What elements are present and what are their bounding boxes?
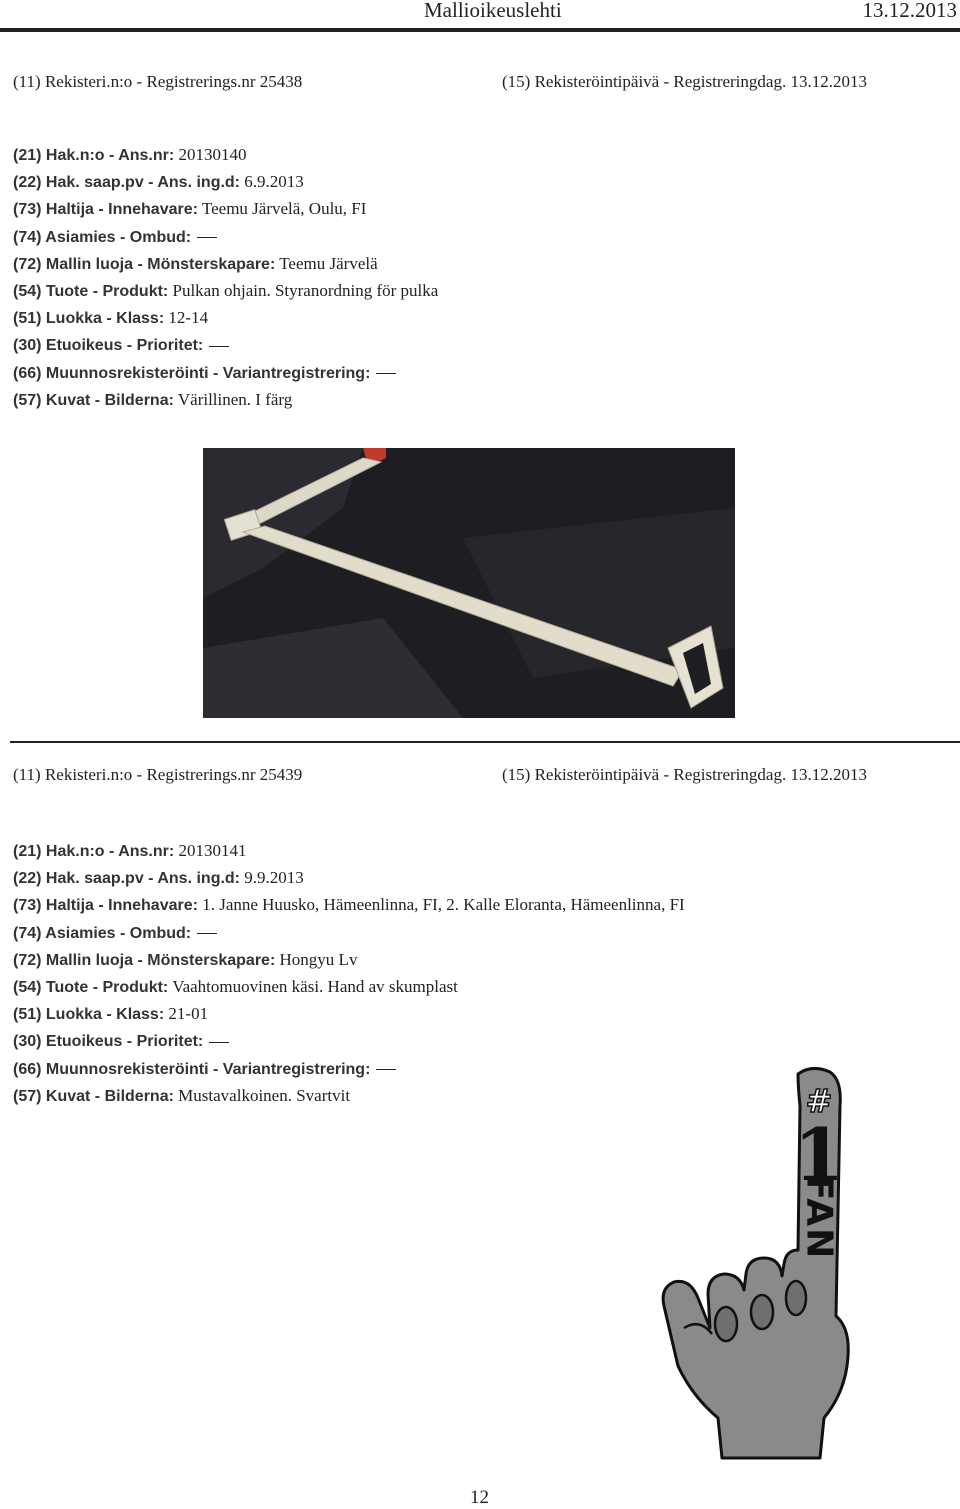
record-separator — [10, 741, 960, 743]
registration-number: (11) Rekisteri.n:o - Registrerings.nr 25439 — [13, 765, 303, 784]
field-filing-date: (22) Hak. saap.pv - Ans. ing.d: 9.9.2013 — [13, 868, 304, 888]
issue-date: 13.12.2013 — [862, 0, 957, 22]
field-holder: (73) Haltija - Innehavare: 1. Janne Huusko, Hämeenlinna, FI, 2. Kalle Eloranta, Hämeenlinna, FI — [13, 895, 685, 915]
field-images: (57) Kuvat - Bilderna: Värillinen. I färg — [13, 389, 293, 409]
field-priority: (30) Etuoikeus - Prioritet: — [13, 332, 438, 359]
empty-value-dash — [209, 346, 229, 347]
empty-value-dash — [197, 933, 217, 934]
field-application-number: (21) Hak.n:o - Ans.nr: 20130140 — [13, 145, 247, 164]
empty-value-dash — [376, 373, 396, 374]
field-holder: (73) Haltija - Innehavare: Teemu Järvelä, Oulu, FI — [13, 199, 367, 219]
field-variant-registration: (66) Muunnosrekisteröinti - Variantregistrering: — [13, 1056, 685, 1083]
record-fields — [13, 838, 685, 1110]
registration-date: (15) Rekisteröintipäivä - Registreringdag. 13.12.2013 — [502, 765, 867, 784]
header-rule — [0, 28, 960, 32]
empty-value-dash — [376, 1069, 396, 1070]
field-agent: (74) Asiamies - Ombud: — [13, 920, 685, 947]
hand-text-hash: # — [805, 1082, 833, 1120]
field-product: (54) Tuote - Produkt: Vaahtomuovinen käsi. Hand av skumplast — [13, 977, 458, 997]
hand-text-number: 1 — [793, 1112, 845, 1197]
record-fields — [13, 142, 438, 414]
sled-steering-photo — [203, 448, 735, 718]
field-class: (51) Luokka - Klass: 12-14 — [13, 308, 209, 328]
field-filing-date: (22) Hak. saap.pv - Ans. ing.d: 6.9.2013 — [13, 172, 304, 192]
empty-value-dash — [209, 1042, 229, 1043]
field-designer: (72) Mallin luoja - Mönsterskapare: Teemu Järvelä — [13, 253, 378, 273]
hand-text-fan: FAN — [798, 1175, 840, 1261]
field-priority: (30) Etuoikeus - Prioritet: — [13, 1028, 685, 1055]
field-images: (57) Kuvat - Bilderna: Mustavalkoinen. Svartvit — [13, 1085, 351, 1105]
field-designer: (72) Mallin luoja - Mönsterskapare: Hongyu Lv — [13, 949, 358, 969]
registration-date: (15) Rekisteröintipäivä - Registreringdag. 13.12.2013 — [502, 72, 867, 91]
registration-number: (11) Rekisteri.n:o - Registrerings.nr 25438 — [13, 72, 303, 91]
field-class: (51) Luokka - Klass: 21-01 — [13, 1004, 209, 1024]
field-agent: (74) Asiamies - Ombud: — [13, 224, 438, 251]
field-product: (54) Tuote - Produkt: Pulkan ohjain. Styranordning för pulka — [13, 281, 439, 301]
foam-hand-drawing — [660, 1066, 872, 1461]
journal-title: Mallioikeuslehti — [424, 0, 562, 22]
page-number: 12 — [470, 1487, 489, 1508]
empty-value-dash — [197, 237, 217, 238]
field-variant-registration: (66) Muunnosrekisteröinti - Variantregistrering: — [13, 360, 438, 387]
field-application-number: (21) Hak.n:o - Ans.nr: 20130141 — [13, 841, 247, 860]
